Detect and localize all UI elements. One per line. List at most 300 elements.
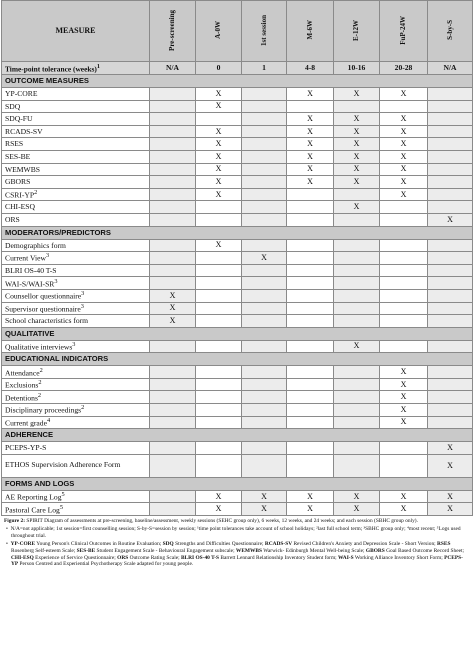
schedule-cell: X — [380, 163, 428, 176]
table-row — [2, 442, 473, 455]
measure-label: PCEPS-YP-S — [5, 443, 47, 453]
measure-cell — [2, 113, 150, 126]
measure-footnote-mark: 3 — [72, 340, 76, 348]
schedule-cell — [150, 125, 196, 138]
measure-label: GBORS — [5, 177, 31, 187]
schedule-cell: X — [287, 150, 334, 163]
measure-label: SES-BE — [5, 151, 31, 161]
schedule-cell — [242, 378, 287, 391]
measure-label: RSES — [5, 139, 24, 149]
schedule-cell — [242, 289, 287, 302]
schedule-cell — [380, 442, 428, 455]
schedule-cell: X — [334, 490, 380, 503]
schedule-cell: X — [334, 503, 380, 516]
measure-cell — [2, 252, 150, 265]
measure-label: School characteristics form — [5, 316, 89, 326]
schedule-cell — [287, 404, 334, 417]
schedule-cell — [334, 277, 380, 290]
schedule-cell — [334, 289, 380, 302]
section-row — [2, 477, 473, 490]
figure-caption — [4, 518, 467, 525]
measure-cell — [2, 416, 150, 429]
schedule-cell: X — [380, 490, 428, 503]
measure-cell — [2, 442, 150, 455]
schedule-cell — [428, 163, 473, 176]
schedule-cell — [196, 366, 242, 379]
schedule-cell — [150, 239, 196, 252]
header-row — [2, 1, 473, 62]
schedule-cell — [428, 125, 473, 138]
schedule-cell — [380, 454, 428, 477]
schedule-cell: X — [334, 163, 380, 176]
schedule-cell: X — [196, 138, 242, 151]
measure-label: Demographics form — [5, 240, 66, 250]
schedule-cell — [334, 442, 380, 455]
measure-label: YP-CORE — [5, 89, 38, 98]
schedule-cell: X — [287, 163, 334, 176]
schedule-cell: X — [150, 289, 196, 302]
schedule-cell — [428, 315, 473, 328]
schedule-cell: X — [196, 163, 242, 176]
measure-label: Counsellor questionnaire — [5, 291, 82, 301]
schedule-cell: X — [380, 176, 428, 189]
measure-label: CHI-ESQ — [5, 202, 35, 212]
measure-footnote-mark: 4 — [46, 416, 51, 424]
schedule-cell: X — [196, 176, 242, 189]
schedule-cell — [196, 340, 242, 353]
measure-cell — [2, 176, 150, 189]
schedule-cell — [428, 252, 473, 265]
table-row — [2, 503, 473, 516]
measure-label: SDQ — [5, 101, 21, 111]
schedule-cell: X — [196, 100, 242, 113]
schedule-cell: X — [380, 404, 428, 417]
section-title: MODERATORS/PREDICTORS — [2, 226, 473, 239]
schedule-cell — [150, 366, 196, 379]
schedule-cell — [150, 176, 196, 189]
schedule-cell — [428, 239, 473, 252]
schedule-cell — [242, 239, 287, 252]
schedule-cell — [380, 340, 428, 353]
schedule-cell — [428, 100, 473, 113]
schedule-cell: X — [334, 125, 380, 138]
note-measures-text: YP-CORE Young Person's Clinical Outcomes in Routine Evaluation; SDQ Strengths and Difficulties Questionnaire; RCADS-SV Revised Children's Anxiety and Depression Scale - Short Version; RSES Rosenberg Self-esteem Scale; SES-BE Student Engagement Scale - Behavioural Engagement subscale; WEMWBS Warwick- Edinburgh Mental Well-being Scale; GBORS Goal Based Outcome Record Sheet; CHI-ESQ Experience of Service Questionnaire; ORS Outcome Rating Scale; BLRI OS-40 T-S Barrett Lennard Relationship Inventory Student form; WAI-S Working Alliance Inventory Short Form; PCEPS-YP Person Centred and Experiential Psychotherapy Scale adapted for young people. — [10, 540, 464, 568]
schedule-cell — [428, 366, 473, 379]
table-row — [2, 125, 473, 138]
schedule-cell — [150, 150, 196, 163]
measure-footnote-mark: 2 — [37, 391, 42, 399]
schedule-cell — [334, 378, 380, 391]
schedule-cell — [150, 503, 196, 516]
measure-label: Qualitative interviews — [5, 342, 73, 352]
schedule-cell — [334, 302, 380, 315]
measure-cell — [2, 88, 150, 101]
note-measures: • YP-CORE Young Person's Clinical Outcomes in Routine Evaluation; SDQ Strengths and Difficulties Questionnaire; RCADS-SV Revised Children's Anxiety and Depression Scale - Short Version; RSES Rosenberg Self-esteem Scale; SES-BE Student Engagement Scale - Behavioural Engagement subscale; WEMWBS Warwick- Edinburgh Mental Well-being Scale; GBORS Goal Based Outcome Record Sheet; CHI-ESQ Experience of Service Questionnaire; ORS Outcome Rating Scale; BLRI OS-40 T-S Barrett Lennard Relationship Inventory Student form; WAI-S Working Alliance Inventory Short Form; PCEPS-YP Person Centred and Experiential Psychotherapy Scale adapted for young people. — [6, 540, 464, 568]
table-row — [2, 138, 473, 151]
schedule-cell: X — [334, 176, 380, 189]
schedule-cell — [242, 213, 287, 226]
measure-cell — [2, 302, 150, 315]
schedule-cell — [242, 366, 287, 379]
schedule-cell — [196, 113, 242, 126]
section-row — [2, 75, 473, 88]
schedule-cell: X — [380, 378, 428, 391]
measure-label: Disciplinary proceedings — [5, 405, 82, 415]
measure-cell — [2, 138, 150, 151]
measure-label: Attendance — [5, 368, 40, 378]
schedule-cell — [150, 264, 196, 277]
measure-label: WAI-S/WAI-SR — [5, 279, 55, 289]
measure-label: Pastoral Care Log — [5, 505, 60, 515]
schedule-cell — [150, 201, 196, 214]
schedule-cell — [150, 113, 196, 126]
schedule-cell — [380, 213, 428, 226]
table-row — [2, 163, 473, 176]
schedule-cell — [150, 404, 196, 417]
schedule-cell — [334, 391, 380, 404]
schedule-cell — [287, 366, 334, 379]
figure-notes — [1, 516, 470, 568]
col-header-label: M-6W — [305, 20, 314, 40]
schedule-cell — [242, 201, 287, 214]
table-row — [2, 188, 473, 201]
section-title: OUTCOME MEASURES — [2, 75, 473, 88]
table-row — [2, 289, 473, 302]
schedule-cell: X — [428, 442, 473, 455]
schedule-cell: X — [380, 366, 428, 379]
schedule-cell — [380, 302, 428, 315]
measure-label: Supervisor questionnaire — [5, 304, 81, 314]
schedule-cell — [150, 213, 196, 226]
schedule-cell — [242, 302, 287, 315]
table-row — [2, 150, 473, 163]
schedule-cell — [196, 302, 242, 315]
schedule-cell — [150, 454, 196, 477]
table-row — [2, 454, 473, 477]
schedule-cell — [150, 442, 196, 455]
section-row — [2, 327, 473, 340]
table-row — [2, 340, 473, 353]
schedule-cell: X — [334, 340, 380, 353]
schedule-cell — [334, 188, 380, 201]
measure-cell — [2, 503, 150, 516]
section-row — [2, 353, 473, 366]
col-header — [242, 1, 287, 62]
schedule-cell — [428, 150, 473, 163]
schedule-cell — [150, 391, 196, 404]
caption-label: Figure 2: — [4, 518, 26, 525]
section-row — [2, 226, 473, 239]
tolerance-value: 1 — [242, 62, 287, 75]
measure-cell — [2, 490, 150, 503]
schedule-cell — [334, 264, 380, 277]
measure-label: Current grade — [5, 418, 47, 428]
schedule-cell — [428, 391, 473, 404]
schedule-cell — [242, 404, 287, 417]
measure-footnote-mark: 2 — [38, 379, 42, 387]
measure-footnote-mark: 5 — [61, 491, 65, 499]
schedule-cell: X — [287, 138, 334, 151]
measure-cell — [2, 239, 150, 252]
schedule-cell — [287, 277, 334, 290]
schedule-cell — [150, 340, 196, 353]
schedule-cell: X — [287, 490, 334, 503]
table-body — [2, 62, 473, 516]
measure-label: Detentions — [5, 393, 38, 403]
col-header — [150, 1, 196, 62]
schedule-cell: X — [428, 503, 473, 516]
col-header-label: A-0W — [214, 21, 222, 40]
spirit-figure — [1, 0, 472, 568]
measure-footnote-mark: 3 — [54, 277, 58, 285]
schedule-cell — [196, 404, 242, 417]
table-row — [2, 366, 473, 379]
measure-footnote-mark: 3 — [80, 302, 84, 310]
col-header — [287, 1, 334, 62]
measure-label: ORS — [5, 214, 20, 224]
col-header-label: 1st session — [259, 14, 268, 46]
schedule-cell — [287, 188, 334, 201]
schedule-cell: X — [380, 416, 428, 429]
table-row — [2, 391, 473, 404]
section-row — [2, 429, 473, 442]
measure-label: SDQ-FU — [5, 114, 33, 124]
table-row — [2, 277, 473, 290]
schedule-cell — [196, 201, 242, 214]
schedule-cell — [196, 378, 242, 391]
schedule-cell — [196, 289, 242, 302]
table-row — [2, 88, 473, 101]
schedule-cell: X — [334, 150, 380, 163]
schedule-cell: X — [150, 302, 196, 315]
schedule-cell — [287, 454, 334, 477]
schedule-cell — [428, 404, 473, 417]
schedule-cell — [287, 302, 334, 315]
schedule-cell — [196, 416, 242, 429]
tolerance-value: 10-16 — [334, 62, 380, 75]
schedule-cell — [287, 289, 334, 302]
schedule-cell — [428, 188, 473, 201]
schedule-cell: X — [150, 315, 196, 328]
schedule-cell — [428, 88, 473, 101]
schedule-cell — [380, 239, 428, 252]
schedule-cell: X — [287, 88, 334, 101]
schedule-cell — [428, 378, 473, 391]
schedule-cell — [380, 264, 428, 277]
schedule-cell — [334, 252, 380, 265]
tolerance-value: N/A — [428, 62, 473, 75]
schedule-cell — [428, 289, 473, 302]
schedule-cell — [287, 442, 334, 455]
schedule-cell — [196, 264, 242, 277]
measure-footnote-mark: 3 — [81, 290, 85, 298]
schedule-cell — [242, 315, 287, 328]
schedule-cell — [242, 277, 287, 290]
schedule-cell: X — [287, 503, 334, 516]
table-row — [2, 264, 473, 277]
table-row — [2, 302, 473, 315]
schedule-cell — [242, 113, 287, 126]
schedule-cell: X — [380, 188, 428, 201]
schedule-cell — [150, 100, 196, 113]
schedule-cell — [334, 366, 380, 379]
table-row — [2, 213, 473, 226]
schedule-cell — [428, 138, 473, 151]
schedule-cell — [428, 416, 473, 429]
table-row — [2, 252, 473, 265]
schedule-cell — [150, 252, 196, 265]
schedule-cell: X — [287, 125, 334, 138]
schedule-cell — [242, 138, 287, 151]
col-header — [196, 1, 242, 62]
measure-cell — [2, 289, 150, 302]
measure-label: ETHOS Supervision Adherence Form — [5, 460, 121, 470]
measure-cell — [2, 150, 150, 163]
schedule-cell — [242, 150, 287, 163]
schedule-cell: X — [428, 454, 473, 477]
schedule-cell — [287, 213, 334, 226]
schedule-cell — [242, 416, 287, 429]
measure-cell — [2, 315, 150, 328]
table-row — [2, 490, 473, 503]
schedule-cell — [287, 391, 334, 404]
schedule-cell: X — [428, 213, 473, 226]
note-abbreviations-text: N/A=not applicable; 1st session=first counselling session; S-by-S=session by session; ¹time point tolerances take account of school holidays; ²last full school term; ³SBHC group only; ⁴most recent; ⁵Logs used throughout trial. — [10, 525, 461, 539]
measure-cell — [2, 264, 150, 277]
schedule-cell — [196, 315, 242, 328]
section-title: FORMS AND LOGS — [2, 477, 473, 490]
schedule-cell: X — [334, 201, 380, 214]
col-header — [334, 1, 380, 62]
schedule-cell — [334, 239, 380, 252]
measure-cell — [2, 163, 150, 176]
schedule-cell — [428, 302, 473, 315]
measure-label: Exclusions — [5, 380, 39, 390]
measure-cell — [2, 201, 150, 214]
schedule-cell — [196, 252, 242, 265]
schedule-cell — [428, 264, 473, 277]
measure-cell — [2, 454, 150, 477]
schedule-cell: X — [380, 150, 428, 163]
schedule-cell — [242, 264, 287, 277]
col-header-label: Pre-screening — [168, 9, 176, 51]
col-header-label: E-12W — [352, 19, 360, 41]
schedule-cell — [380, 100, 428, 113]
tolerance-value: 0 — [196, 62, 242, 75]
schedule-cell: X — [380, 113, 428, 126]
schedule-cell — [150, 416, 196, 429]
schedule-cell — [287, 239, 334, 252]
tolerance-value: 20-28 — [380, 62, 428, 75]
measure-label: BLRI OS-40 T-S — [5, 265, 57, 275]
col-header — [428, 1, 473, 62]
schedule-cell — [428, 340, 473, 353]
schedule-cell — [287, 315, 334, 328]
table-row — [2, 239, 473, 252]
schedule-cell — [334, 454, 380, 477]
schedule-cell — [287, 378, 334, 391]
schedule-cell: X — [242, 503, 287, 516]
schedule-cell: X — [242, 490, 287, 503]
measure-cell — [2, 391, 150, 404]
measure-cell — [2, 213, 150, 226]
section-title: EDUCATIONAL INDICATORS — [2, 353, 473, 366]
tolerance-value: 4-8 — [287, 62, 334, 75]
schedule-cell: X — [287, 113, 334, 126]
schedule-cell — [287, 201, 334, 214]
measure-label: WEMWBS — [5, 164, 41, 174]
schedule-cell — [150, 88, 196, 101]
schedule-cell — [242, 88, 287, 101]
table-row — [2, 416, 473, 429]
measure-footnote-mark: 2 — [39, 366, 43, 374]
schedule-cell — [380, 289, 428, 302]
measure-label: AE Reporting Log — [5, 492, 62, 502]
measure-cell — [2, 188, 150, 201]
schedule-cell — [287, 340, 334, 353]
schedule-cell — [428, 176, 473, 189]
schedule-cell — [334, 100, 380, 113]
col-header-label: S-by-S — [445, 20, 454, 41]
schedule-cell: X — [380, 391, 428, 404]
measure-label: RCADS-SV — [5, 126, 43, 136]
schedule-cell — [334, 404, 380, 417]
schedule-cell — [287, 264, 334, 277]
spirit-table — [1, 0, 473, 516]
table-row — [2, 113, 473, 126]
schedule-cell — [428, 201, 473, 214]
schedule-cell — [242, 100, 287, 113]
schedule-cell — [242, 125, 287, 138]
schedule-cell — [150, 378, 196, 391]
table-row — [2, 404, 473, 417]
measure-label: Current View — [5, 253, 46, 263]
measure-footnote-mark: 3 — [45, 252, 50, 260]
measure-cell — [2, 366, 150, 379]
measure-cell — [2, 125, 150, 138]
schedule-cell — [150, 188, 196, 201]
col-header — [380, 1, 428, 62]
measure-footnote-mark: 2 — [34, 188, 38, 196]
schedule-cell: X — [380, 88, 428, 101]
schedule-cell — [334, 213, 380, 226]
tolerance-label: Time-point tolerance (weeks) — [5, 64, 97, 74]
schedule-cell — [380, 252, 428, 265]
section-title: QUALITATIVE — [2, 327, 473, 340]
schedule-cell — [242, 454, 287, 477]
measure-cell — [2, 277, 150, 290]
schedule-cell — [150, 163, 196, 176]
measure-cell — [2, 378, 150, 391]
schedule-cell — [196, 391, 242, 404]
measure-cell — [2, 100, 150, 113]
schedule-cell — [287, 252, 334, 265]
schedule-cell — [196, 277, 242, 290]
schedule-cell — [242, 340, 287, 353]
measure-label: CSRI-YP — [5, 190, 35, 200]
table-row — [2, 201, 473, 214]
col-header-label: FuP-24W — [399, 15, 407, 45]
schedule-cell — [334, 416, 380, 429]
section-title: ADHERENCE — [2, 429, 473, 442]
tolerance-sup: 1 — [96, 63, 100, 70]
schedule-cell — [150, 277, 196, 290]
schedule-cell: X — [242, 252, 287, 265]
schedule-cell — [380, 277, 428, 290]
table-row — [2, 100, 473, 113]
schedule-cell: X — [196, 188, 242, 201]
schedule-cell: X — [380, 138, 428, 151]
